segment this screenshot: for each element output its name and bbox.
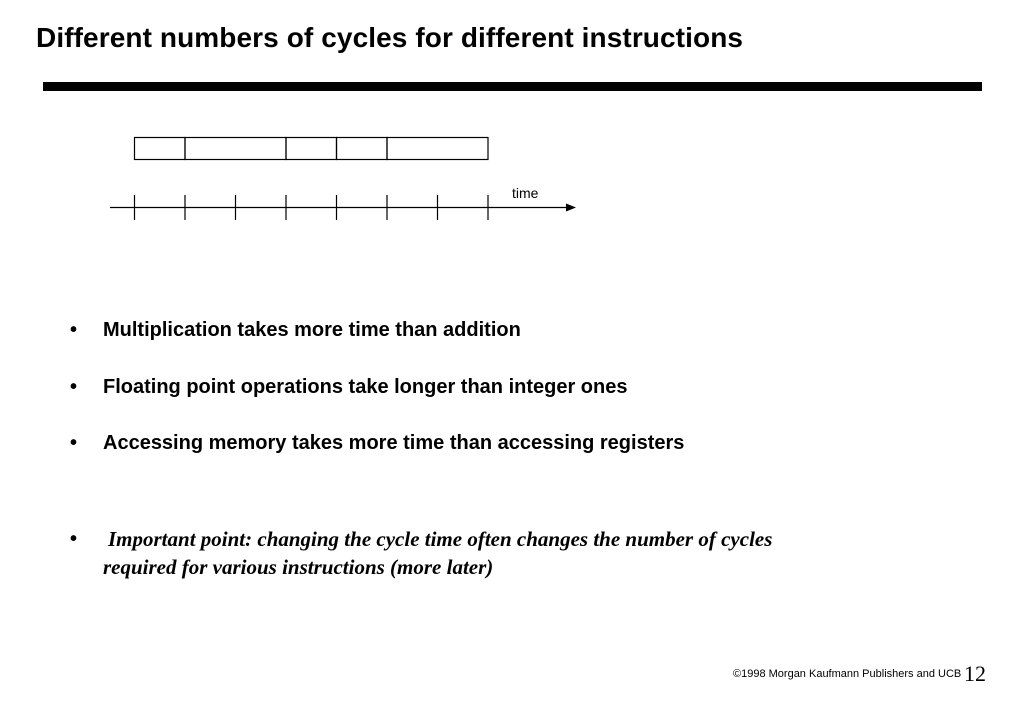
time-arrow-head bbox=[566, 204, 576, 212]
bullet-marker: • bbox=[70, 376, 78, 398]
time-label: time bbox=[512, 185, 539, 201]
instruction-box-4 bbox=[337, 138, 388, 160]
bullet-marker: • bbox=[70, 432, 78, 454]
page-number: 12 bbox=[964, 661, 986, 686]
instruction-box-5 bbox=[387, 138, 488, 160]
bullet-marker: • bbox=[70, 528, 78, 550]
instruction-box-1 bbox=[135, 138, 186, 160]
bullet-text: Accessing memory takes more time than accessing registers bbox=[103, 432, 685, 454]
important-point-line-2: required for various instructions (more later) bbox=[103, 555, 494, 579]
instruction-box-2 bbox=[185, 138, 286, 160]
bullet-text: Multiplication takes more time than addition bbox=[103, 319, 521, 341]
slide-title: Different numbers of cycles for different instructions bbox=[36, 22, 744, 53]
instruction-box-3 bbox=[286, 138, 337, 160]
copyright-notice: ©1998 Morgan Kaufmann Publishers and UCB bbox=[733, 668, 962, 680]
bullet-marker: • bbox=[70, 319, 78, 341]
bullet-text: Floating point operations take longer than integer ones bbox=[103, 376, 628, 398]
instruction-boxes bbox=[135, 138, 489, 160]
important-point-line-1: Important point: changing the cycle time often changes the number of cycles bbox=[108, 527, 773, 551]
